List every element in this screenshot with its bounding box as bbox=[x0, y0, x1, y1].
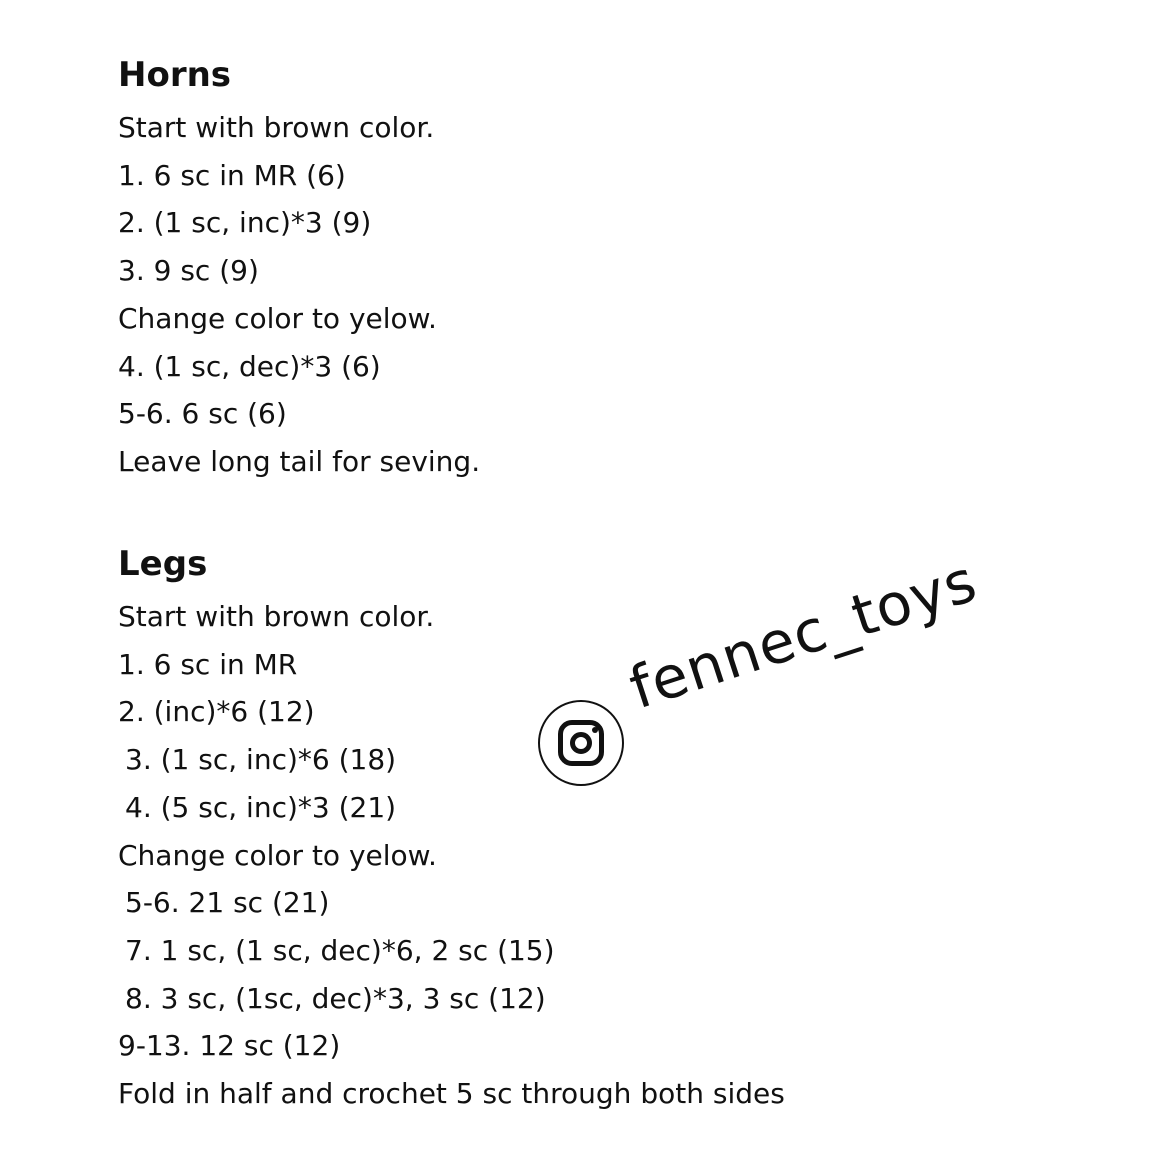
legs-title: Legs bbox=[118, 544, 208, 584]
horns-section bbox=[118, 51, 878, 486]
horns-line-1: Start with brown color. bbox=[118, 111, 435, 144]
horns-line-4: 3. 9 sc (9) bbox=[118, 254, 259, 288]
legs-line-10: 9-13. 12 sc (12) bbox=[118, 1029, 341, 1063]
legs-line-5: 4. (5 sc, inc)*3 (21) bbox=[125, 790, 397, 824]
horns-line-5: Change color to yelow. bbox=[118, 301, 437, 335]
horns-line-2: 1. 6 sc in MR (6) bbox=[118, 158, 346, 192]
legs-line-1: Start with brown color. bbox=[118, 600, 435, 633]
legs-line-8: 7. 1 sc, (1 sc, dec)*6, 2 sc (15) bbox=[125, 933, 555, 967]
horns-line-7: 5-6. 6 sc (6) bbox=[118, 397, 287, 431]
horns-title: Horns bbox=[118, 55, 232, 95]
legs-line-4: 3. (1 sc, inc)*6 (18) bbox=[125, 743, 397, 777]
legs-line-3: 2. (inc)*6 (12) bbox=[118, 695, 315, 729]
legs-line-2: 1. 6 sc in MR bbox=[118, 647, 298, 681]
legs-line-9: 8. 3 sc, (1sc, dec)*3, 3 sc (12) bbox=[125, 981, 546, 1015]
horns-line-6: 4. (1 sc, dec)*3 (6) bbox=[118, 349, 381, 383]
watermark bbox=[520, 546, 1000, 800]
horns-line-8: Leave long tail for seving. bbox=[118, 444, 481, 478]
legs-line-6: Change color to yelow. bbox=[118, 838, 437, 872]
horns-line-3: 2. (1 sc, inc)*3 (9) bbox=[118, 206, 372, 240]
watermark-handle: fennec_toys bbox=[621, 546, 985, 723]
legs-line-7: 5-6. 21 sc (21) bbox=[125, 886, 330, 920]
legs-line-11: Fold in half and crochet 5 sc through both sides bbox=[118, 1077, 785, 1111]
instagram-icon bbox=[538, 700, 624, 786]
